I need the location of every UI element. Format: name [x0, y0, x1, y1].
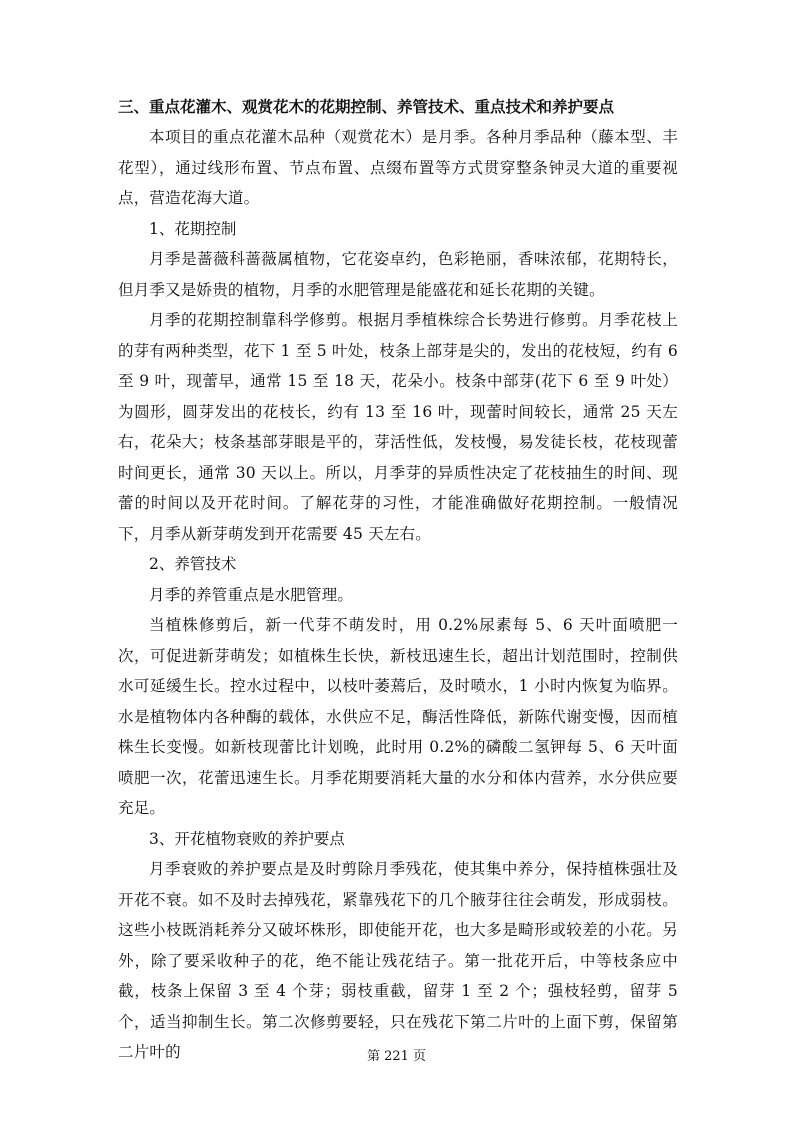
paragraph-maintenance-focus: 月季的养管重点是水肥管理。 [149, 585, 354, 604]
page-number: 第 221 页 [366, 1049, 427, 1064]
subsection-title-decline-care: 3、开花植物衰败的养护要点 [149, 829, 345, 848]
section-heading: 三、重点花灌木、观赏花木的花期控制、养管技术、重点技术和养护要点 [118, 98, 615, 116]
subsection-title-flowering-control: 1、花期控制 [149, 219, 237, 238]
paragraph-pruning-control: 月季的花期控制靠科学修剪。根据月季植株综合长势进行修剪。月季花枝上的芽有两种类型，花下 1 至 5 叶处，枝条上部芽是尖的，发出的花枝短，约有 6 至 9 叶，现蕾早，通常 15 至 18 天，花朵小。枝条中部芽(花下 6 至 9 叶处）为圆形，圆芽发出的花枝长，约有 13 至 16 叶，现蕾时间较长，通常 25 天左右，花朵大；枝条基部芽眼是平的，芽活性低，发枝慢，易发徒长枝，花枝现蕾时间更长，通常 30 天以上。所以，月季芽的异质性决定了花枝抽生的时间、现蕾的时间以及开花时间。了解花芽的习性，才能准确做好花期控制。一般情况下，月季从新芽萌发到开花需要 45 天左右。 [118, 311, 678, 543]
document-body [118, 92, 678, 1068]
intro-paragraph: 本项目的重点花灌木品种（观赏花木）是月季。各种月季品种（藤本型、丰花型），通过线形布置、节点布置、点缀布置等方式贯穿整条钟灵大道的重要视点，营造花海大道。 [118, 128, 678, 207]
paragraph-rose-overview: 月季是蔷薇科蔷薇属植物，它花姿卓约，色彩艳丽，香味浓郁，花期特长，但月季又是娇贵的植物，月季的水肥管理是能盛花和延长花期的关键。 [118, 250, 678, 299]
subsection-title-maintenance: 2、养管技术 [149, 555, 237, 573]
paragraph-deadheading: 月季衰败的养护要点是及时剪除月季残花，使其集中养分，保持植株强壮及开花不衰。如不及时去掉残花，紧靠残花下的几个腋芽往往会萌发，形成弱枝。这些小枝既消耗养分又破坏株形，即使能开花，也大多是畸形或较差的小花。另外，除了要采收种子的花，绝不能让残花结子。第一批花开后，中等枝条应中截，枝条上保留 3 至 4 个芽；弱枝重截，留芽 1 至 2 个；强枝轻剪，留芽 5 个，适当抑制生长。第二次修剪要轻，只在残花下第二片叶的上面下剪，保留第二片叶的 [118, 860, 678, 1061]
paragraph-water-fertilizer: 当植株修剪后，新一代芽不萌发时，用 0.2%尿素每 5、6 天叶面喷肥一次，可促进新芽萌发；如植株生长快，新枝迅速生长，超出计划范围时，控制供水可延缓生长。控水过程中，以枝叶萎蔫后，及时喷水，1 小时内恢复为临界。水是植物体内各种酶的载体，水供应不足，酶活性降低，新陈代谢变慢，因而植株生长变慢。如新枝现蕾比计划晚，此时用 0.2%的磷酸二氢钾每 5、6 天叶面喷肥一次，花蕾迅速生长。月季花期要消耗大量的水分和体内营养，水分供应要充足。 [118, 616, 678, 817]
